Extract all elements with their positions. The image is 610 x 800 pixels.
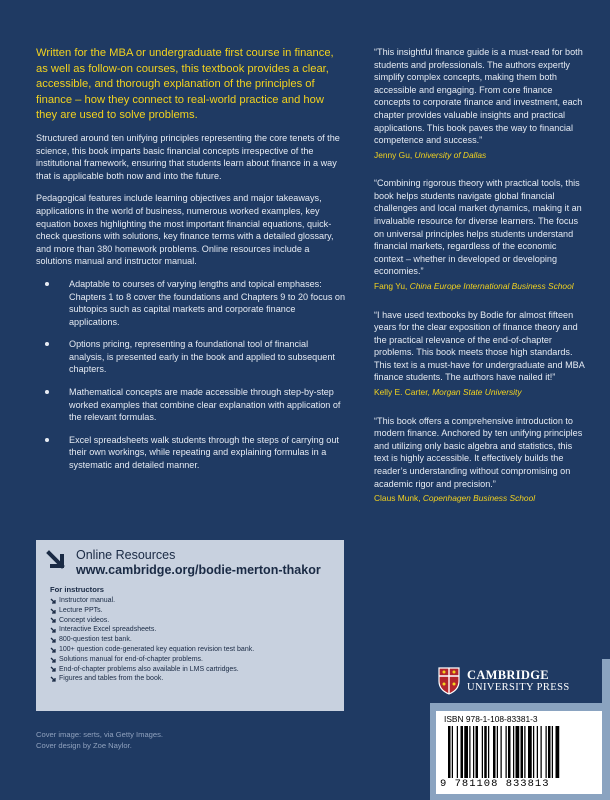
barcode-area	[436, 711, 602, 794]
endorsement-attribution: Claus Munk, Copenhagen Business School	[374, 493, 536, 504]
arrow-down-right-icon	[50, 617, 56, 623]
resource-item: End-of-chapter problems also available in LMS cartridges.	[50, 665, 334, 675]
intro-text: Written for the MBA or undergraduate first course in finance, as well as follow-on courses, this textbook provides a clear, accessible, and thorough explanation of the principles of finance – how they connect to real-world practice and how they are used to solve problems.	[36, 47, 334, 122]
cover-credits	[36, 730, 163, 751]
feature-item: Mathematical concepts are made accessible through step-by-step worked examples that combine clear explanation with application of the relevant formulas.	[36, 386, 346, 424]
publisher-panel	[430, 659, 610, 800]
resource-item: 100+ question code-generated key equation revision test bank.	[50, 645, 334, 655]
feature-item: Adaptable to courses of varying lengths and topical emphases: Chapters 1 to 8 cover the foundations and Chapters 9 to 20 focus on subtopics such as capital markets and corporate finance applications.	[36, 278, 346, 328]
isbn-text: ISBN 978-1-108-83381-3	[444, 714, 538, 724]
arrow-down-right-icon	[46, 550, 68, 572]
endorsements-column	[374, 46, 588, 521]
feature-item: Excel spreadsheets walk students through the steps of carrying out their own workings, while repeating and explaining formulas in a systematic and detailed manner.	[36, 434, 346, 472]
online-resources-title: Online Resources	[76, 548, 176, 562]
endorsement-attribution: Fang Yu, China Europe International Business School	[374, 281, 574, 291]
resource-item: Concept videos.	[50, 616, 334, 626]
bullet-icon	[45, 438, 49, 442]
blurb-column	[36, 46, 346, 482]
publisher-name: CAMBRIDGE	[467, 668, 549, 682]
online-resources-box	[36, 540, 344, 711]
resource-list	[50, 596, 334, 684]
endorsement-quote: “This book offers a comprehensive introduction to modern finance. Anchored by ten unifying principles and utilizing only basic algebra and statistics, this text is highly accessible. It effectively builds the reader’s understanding without compromising on academic rigor and precision.”	[374, 415, 583, 489]
online-resources-header	[46, 548, 334, 578]
resource-item: Lecture PPTs.	[50, 606, 334, 616]
arrow-down-right-icon	[50, 676, 56, 682]
endorsement-quote: “I have used textbooks by Bodie for almost fifteen years for the clear exposition of finance theory and the practical relevance of the end-of-chapter problems. This book meets those high standards. This text is a must-have for undergraduate and MBA finance students. The authors have nailed it!”	[374, 309, 585, 383]
feature-list	[36, 278, 346, 472]
arrow-down-right-icon	[50, 627, 56, 633]
description-paragraph: Structured around ten unifying principles representing the core tenets of the science, this book imparts basic financial concepts irrespective of the institutional framework, ensuring that students learn about finance in a way that is applicable both now and into the future.	[36, 132, 340, 181]
endorsement-quote: “This insightful finance guide is a must-read for both students and professionals. The authors expertly simplify complex concepts, making them both accessible and engaging. From core finance concepts to corporate finance and investment, each chapter provides valuable insights and practical applications. This book paves the way to financial competence and success.”	[374, 47, 583, 146]
arrow-down-right-icon	[50, 637, 56, 643]
resource-item: 800-question test bank.	[50, 635, 334, 645]
feature-item: Options pricing, representing a foundational tool of financial analysis, is presented early in the book and applied to subsequent chapters.	[36, 338, 346, 376]
shield-icon	[438, 667, 460, 695]
publisher-subname: UNIVERSITY PRESS	[467, 682, 570, 693]
resource-item: Instructor manual.	[50, 596, 334, 606]
for-instructors-label: For instructors	[50, 585, 105, 594]
resource-item: Solutions manual for end-of-chapter problems.	[50, 655, 334, 665]
barcode-digits: 9 781108 833813	[440, 778, 550, 790]
description-paragraph: Pedagogical features include learning objectives and major takeaways, applications in the world of business, numerous worked examples, key equation boxes highlighting the most important financial equations, quick-check questions with solutions, key finance terms with a detailed glossary, and more than 380 homework problems. Online resources include a solutions manual and instructor manual.	[36, 193, 334, 267]
arrow-down-right-icon	[50, 598, 56, 604]
bullet-icon	[45, 342, 49, 346]
arrow-down-right-icon	[50, 608, 56, 614]
bullet-icon	[45, 282, 49, 286]
endorsement-attribution: Jenny Gu, University of Dallas	[374, 149, 487, 160]
barcode-icon	[448, 726, 596, 778]
cover-image-credit: Cover image: serts, via Getty Images.	[36, 730, 164, 739]
endorsement-quote: “Combining rigorous theory with practical tools, this book helps students navigate global financial challenges and local market dynamics, making it an invaluable resource for diverse learners. The focus on universal principles helps students understand financial markets, regardless of the economic context – whether in developed or developing economies.”	[374, 178, 582, 277]
arrow-down-right-icon	[50, 666, 56, 672]
resource-item: Figures and tables from the book.	[50, 674, 334, 684]
bullet-icon	[45, 390, 49, 394]
publisher-logo	[430, 659, 602, 703]
cover-design-credit: Cover design by Zoe Naylor.	[36, 740, 132, 750]
endorsement-attribution: Kelly E. Carter, Morgan State University	[374, 387, 522, 398]
resources-url-link[interactable]: www.cambridge.org/bodie-merton-thakor	[76, 563, 321, 577]
arrow-down-right-icon	[50, 647, 56, 653]
resource-item: Interactive Excel spreadsheets.	[50, 625, 334, 635]
arrow-down-right-icon	[50, 657, 56, 663]
